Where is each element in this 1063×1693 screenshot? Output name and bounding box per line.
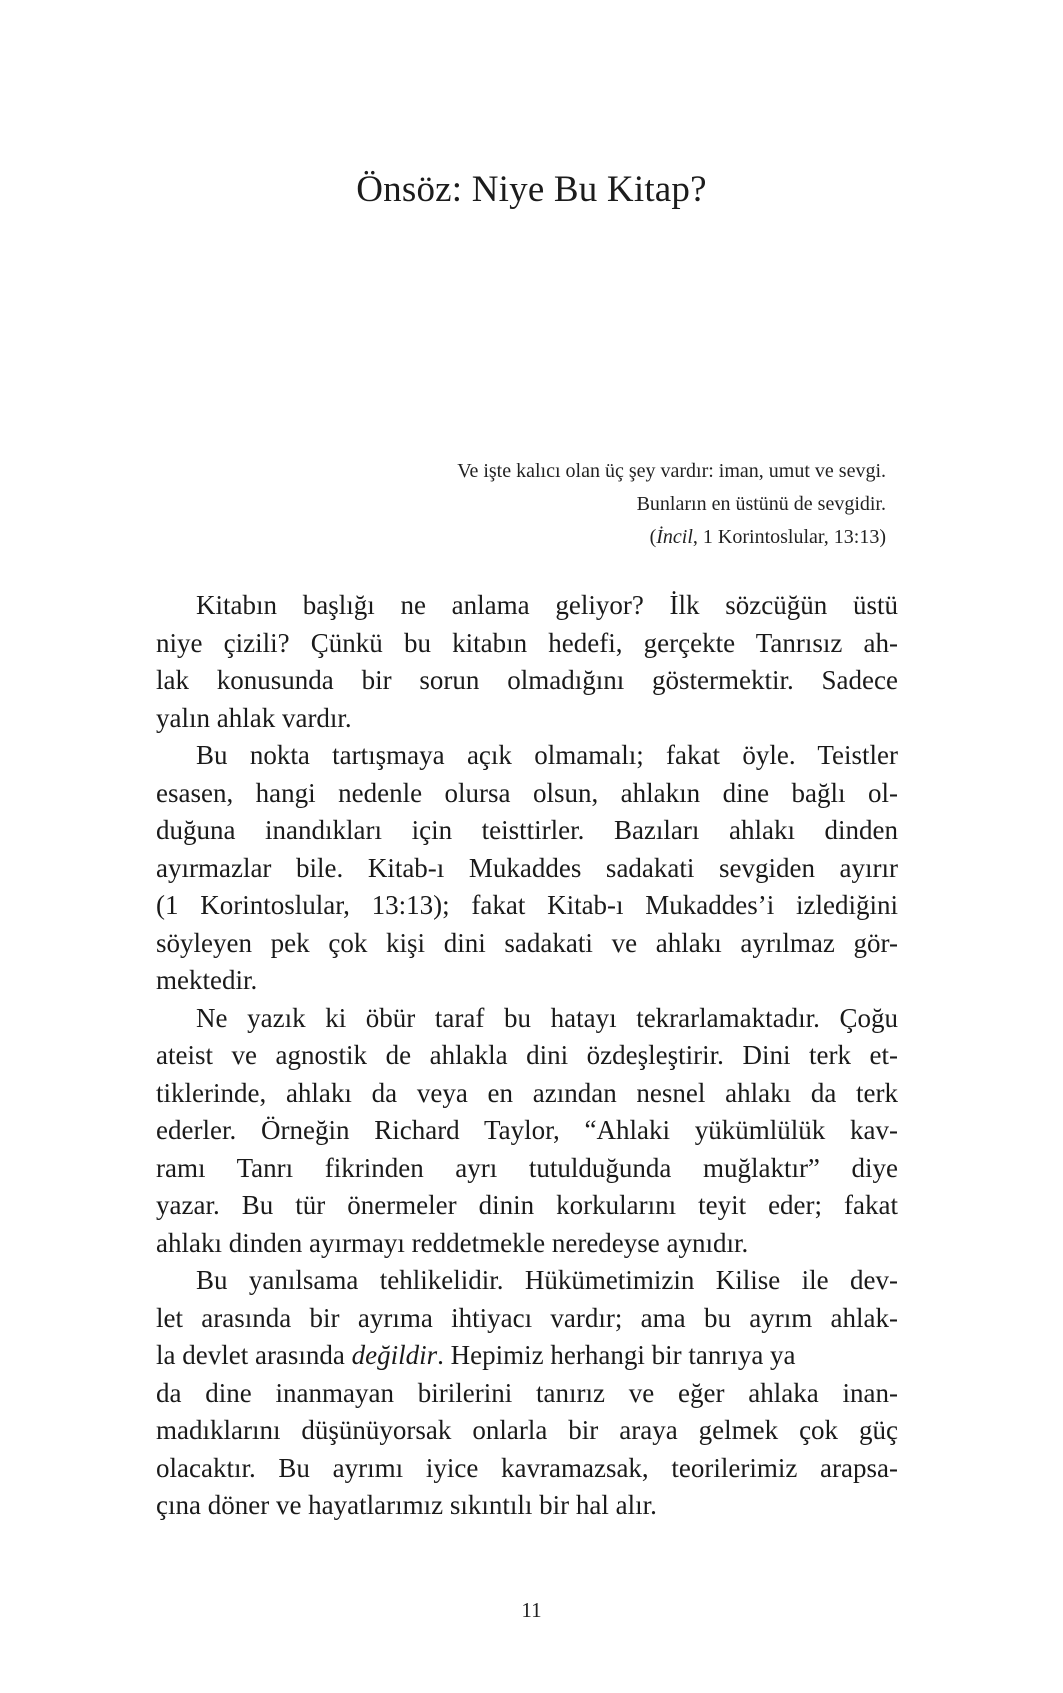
text-line: da dine inanmayan birilerini tanırız ve eğer ahlaka inan- <box>156 1377 898 1408</box>
epigraph-line: Ve işte kalıcı olan üç şey vardır: iman, umut ve sevgi. <box>457 460 886 482</box>
page-number: 11 <box>521 1598 542 1622</box>
text-line: yalın ahlak vardır. <box>156 702 352 733</box>
paragraph-1 <box>156 587 898 737</box>
text-line: duğuna inandıkları için teisttirler. Bazıları ahlakı dinden <box>156 815 898 845</box>
text-line: tiklerinde, ahlakı da veya en azından nesnel ahlakı da terk <box>156 1077 898 1108</box>
paragraph-4 <box>156 1262 898 1525</box>
epigraph <box>457 455 886 554</box>
text-line: Bu yanılsama tehlikelidir. Hükümetimizin Kilise ile dev- <box>196 1265 898 1295</box>
text-line-lead: la devlet arasında <box>156 1340 352 1370</box>
text-line: mektedir. <box>156 965 258 995</box>
text-line: esasen, hangi nedenle olursa olsun, ahlakın dine bağlı ol- <box>156 777 898 808</box>
text-line: Kitabın başlığı ne anlama geliyor? İlk sözcüğün üstü <box>196 590 898 620</box>
text-line: ederler. Örneğin Richard Taylor, “Ahlaki yükümlülük kav- <box>156 1115 898 1145</box>
body-text <box>156 587 898 1525</box>
epigraph-source <box>457 521 886 554</box>
epigraph-source-reference: , 1 Korintoslular, 13:13) <box>692 526 886 548</box>
epigraph-source-open: ( <box>649 526 657 548</box>
paragraph-3 <box>156 1000 898 1263</box>
text-line: olacaktır. Bu ayrımı iyice kavramazsak, teorilerimiz arapsa- <box>156 1452 898 1483</box>
text-line: Bu nokta tartışmaya açık olmamalı; fakat öyle. Teistler <box>196 740 898 770</box>
text-line: let arasında bir ayrıma ihtiyacı vardır; ama bu ayrım ahlak- <box>156 1302 898 1333</box>
text-line: ateist ve agnostik de ahlakla dini özdeşleştirir. Dini terk et- <box>156 1040 898 1070</box>
text-line: (1 Korintoslular, 13:13); fakat Kitab-ı Mukaddes’i izlediğini <box>156 890 898 920</box>
text-line: Ne yazık ki öbür taraf bu hatayı tekrarlamaktadır. Çoğu <box>196 1002 898 1033</box>
text-line: söyleyen pek çok kişi dini sadakati ve ahlakı ayrılmaz gör- <box>156 927 898 958</box>
emphasized-word: değildir <box>351 1340 438 1370</box>
text-line: yazar. Bu tür önermeler dinin korkularını teyit eder; fakat <box>156 1190 898 1220</box>
text-line: niye çizili? Çünkü bu kitabın hedefi, gerçekte Tanrısız ah- <box>156 627 898 658</box>
epigraph-line: Bunların en üstünü de sevgidir. <box>636 493 886 515</box>
text-line-part <box>156 1337 796 1375</box>
text-line: ahlakı dinden ayırmayı reddetmekle neredeyse aynıdır. <box>156 1227 749 1258</box>
epigraph-source-book: İncil <box>656 526 693 548</box>
text-line-with-emphasis <box>156 1337 898 1375</box>
text-line-tail: . Hepimiz herhangi bir tanrıya ya <box>437 1340 796 1370</box>
text-line: ayırmazlar bile. Kitab-ı Mukaddes sadakati sevgiden ayırır <box>156 852 898 883</box>
text-line: lak konusunda bir sorun olmadığını göstermektir. Sadece <box>156 665 898 695</box>
paragraph-2 <box>156 737 898 1000</box>
text-line: çına döner ve hayatlarımız sıkıntılı bir hal alır. <box>156 1490 657 1520</box>
page-title: Önsöz: Niye Bu Kitap? <box>356 169 707 210</box>
text-line: madıklarını düşünüyorsak onlarla bir araya gelmek çok güç <box>156 1415 898 1445</box>
text-line: ramı Tanrı fikrinden ayrı tutulduğunda muğlaktır” diye <box>156 1152 898 1183</box>
